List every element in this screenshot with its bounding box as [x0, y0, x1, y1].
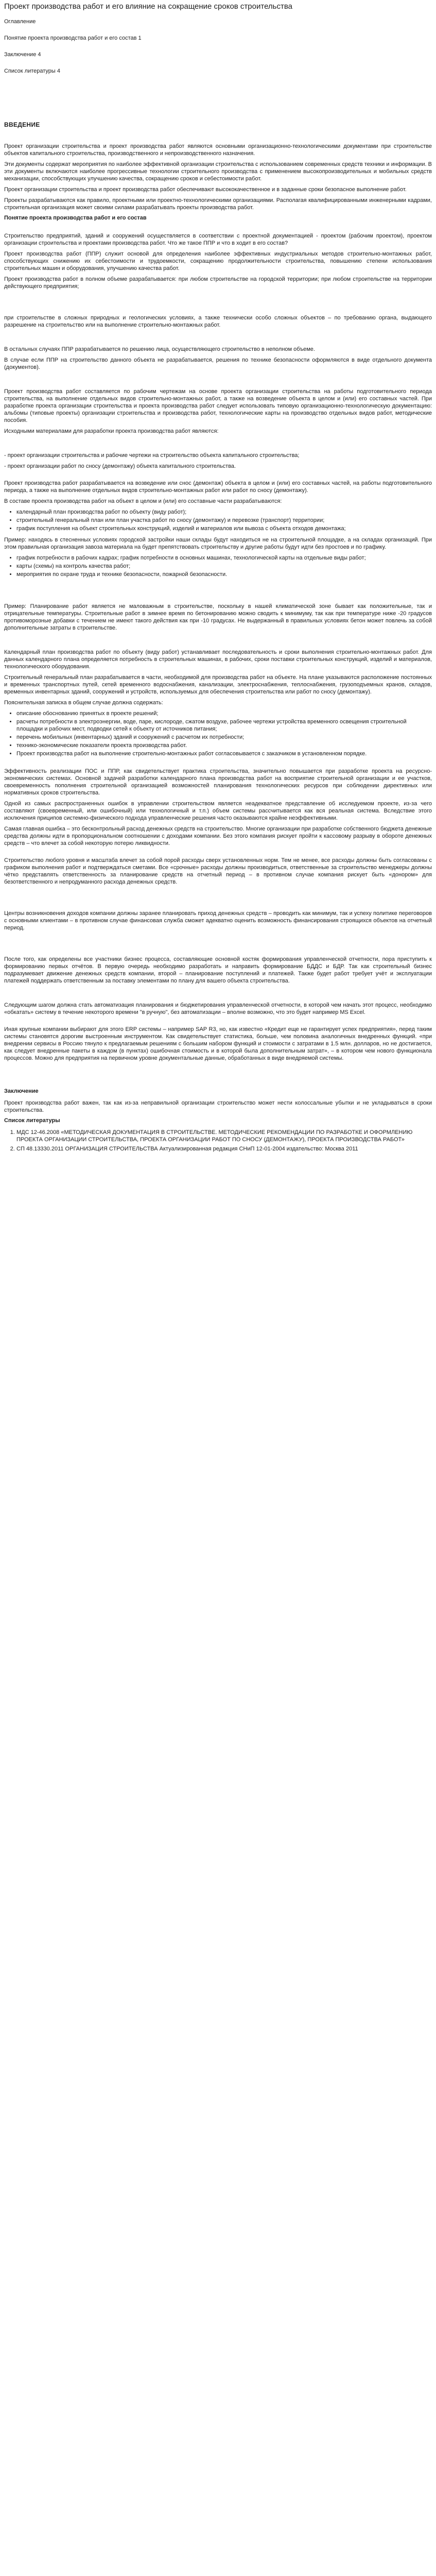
- paragraph: Проект производства работ составляется по рабочим чертежам на основе проекта организации строительства на работы подготовительного периода строительства, на выполнение отдельных видов строительно-монтажных работ, а также на возведение объекта в целом и (или) его составных частей. При разработке проекта организации строительства и проекта производства работ следует использовать типовую организационно-технологическую документацию: альбомы (типовые проекты) организации строительства и производства работ, технологические карты на производство отдельных видов работ, методические пособия.: [4, 388, 432, 423]
- paragraph: Проект производства работ важен, так как из-за неправильной организации строительство может нести колоссальные убытки и не укладываться в сроки строительства.: [4, 1100, 432, 1113]
- paragraph: Строительный генеральный план разрабатывается в части, необходимой для производства работ на объекте. На плане указываются расположение постоянных и временных транспортных путей, сетей временного водоснабжения, канализации, электроснабжения, теплоснабжения, грузоподъемных кранов, складов, временных инвентарных зданий, сооружений и устройств, используемых для обеспечения строительства или работ по сносу (демонтажу).: [4, 674, 432, 695]
- reference-item: 2. СП 48.13330.2011 ОРГАНИЗАЦИЯ СТРОИТЕЛЬСТВА Актуализированная редакция СНиП 12-01-2004 издательство: Москва 2011: [16, 1145, 432, 1153]
- composition-list-b: [4, 554, 432, 578]
- list-item: • перечень мобильных (инвентарных) зданий и сооружений с расчетом их потребности;: [16, 734, 432, 741]
- paragraph: Проект производства работ (ППР) служит основой для определения наиболее эффективных индустриальных методов строительно-монтажных работ, способствующих снижению их себестоимости и трудоемкости, сокращению продолжительности строительства, повышению степени использования строительных машин и оборудования, улучшению качества работ.: [4, 251, 432, 272]
- list-item: • карты (схемы) на контроль качества работ;: [16, 563, 432, 570]
- toc-heading: Оглавление: [4, 19, 36, 25]
- paragraph: Пример: находясь в стесненных условиях городской застройки наши склады будут находиться не на строительной площадке, а на складах организаций. При этом правильная организация завоза материала на будет препятствовать строительству и другие работы будут идти без простоев и по графику.: [4, 537, 432, 550]
- paragraph: В случае если ППР на строительство данного объекта не разрабатывается, решения по технике безопасности оформляются в виде отдельного документа (документов).: [4, 357, 432, 370]
- list-item: • график поступления на объект строительных конструкций, изделий и материалов или вывоза с объекта отходов демонтажа;: [16, 525, 432, 532]
- conclusion-heading: Заключение: [4, 1088, 39, 1094]
- document-title: Проект производства работ и его влияние на сокращение сроков строительства: [4, 2, 292, 11]
- list-item: • технико-экономические показатели проекта производства работ.: [16, 742, 432, 749]
- paragraph: Проект производства работ разрабатывается на возведение или снос (демонтаж) объекта в целом и (или) его составных частей, на работы подготовительного периода, а также на выполнение отдельных видов строительно-монтажных работ или работ по сносу (демонтажу).: [4, 480, 432, 494]
- paragraph: при строительстве в сложных природных и геологических условиях, а также технически особо сложных объектов – по требованию органа, выдающего разрешение на строительство или на выполнение строительно-монтажных работ.: [4, 315, 432, 328]
- list-item: • календарный план производства работ по объекту (виду работ);: [16, 509, 432, 516]
- paragraph: Пример: Планирование работ является не маловажным в строительстве, поскольку в нашей климатической зоне бывает как положительные, так и отрицательные температуры. Строительные работ в зимнее время по бетонированию можно сводить к минимуму, так как при температуре ниже -20 градусов противоморозные добавки с течением не имеют такого действия как при -10 градусах. Не выдержанный в правильных условиях бетон может повлечь за собой дополнительные затраты в строительстве.: [4, 603, 432, 631]
- toc-item-references[interactable]: Список литературы 4: [4, 68, 60, 74]
- toc-item-section1[interactable]: Понятие проекта производства работ и его состав 1: [4, 35, 142, 41]
- composition-list: [4, 509, 432, 532]
- paragraph: В составе проекта производства работ на объект в целом и (или) его составные части разрабатываются:: [4, 498, 282, 504]
- references-list: [4, 1129, 432, 1153]
- list-item: • мероприятия по охране труда и технике безопасности, пожарной безопасности.: [16, 571, 432, 578]
- paragraph: Строительство предприятий, зданий и сооружений осуществляется в соответствии с проектной документацией - проектом (рабочим проектом), проектом организации строительства и проектами производства работ. Что же такое ППР и что в ходит в его состав?: [4, 233, 432, 246]
- paragraph: Строительство любого уровня и масштаба влечет за собой порой расходы сверх установленных норм. Тем не менее, все расходы должны быть согласованы с графиком выполнения работ и подтверждаться сметами. Все «срочные» расходы должны производиться, ответственные за строительство менеджеры должны чётко представлять ответственность за планирование средств на отчетный период – в противном случае компания рискует быть «донором» для безответственного и непродуманного расхода денежных средств.: [4, 857, 432, 885]
- paragraph: Календарный план производства работ по объекту (виду работ) устанавливает последовательность и сроки выполнения строительно-монтажных работ. Для данных календарного плана определяется потребность в строительных машинах, в рабочих, сроки поставки строительных конструкций, изделий и материалов, технологического оборудования.: [4, 649, 432, 670]
- list-item: • Проект производства работ на выполнение строительно-монтажных работ согласовывается с заказчиком в установленном порядке.: [16, 750, 432, 757]
- paragraph: Пояснительная записка в общем случае должна содержать:: [4, 700, 163, 706]
- paragraph: Эти документы содержат мероприятия по наиболее эффективной организации строительства с использованием современных средств техники и информации. В эти документы включаются наиболее прогрессивные технологии строительного производства с применением высокопроизводительных и мобильных средств механизации, способствующих улучшению качества, сокращению сроков и себестоимости работ.: [4, 161, 432, 182]
- paragraph: Одной из самых распространенных ошибок в управлении строительством является неадекватное представление об исследуемом проекте, из-за чего составляют (своевременный, или ошибочный) или технологичный и т.п.) объем системы рассчитывается как вся реальная система. Вследствие этого исключения приципов системно-физического подхода управленческие решения часто оказываются крайне неэффективными.: [4, 801, 432, 821]
- paragraph: Центры возникновения доходов компании должны заранее планировать приход денежных средств – проводить как минимум, так и успеху политике переговоров с основными клиентами – в противном случае финансовая служба сможет адекватно оценить возможность финансирования строящихся объектов на отчетный период.: [4, 910, 432, 931]
- paragraph: - проект организации строительства и рабочие чертежи на строительство объекта капитального строительства;: [4, 452, 300, 459]
- paragraph: Проекты разрабатываются как правило, проектными или проектно-технологическими организациями. Располагая квалифицированными инженерными кадрами, строительная организация может своими силами разрабатывать проекты производства работ.: [4, 197, 432, 211]
- intro-heading: ВВЕДЕНИЕ: [4, 121, 40, 128]
- paragraph: Проект организации строительства и проект производства работ обеспечивают высококачественное и в заданные сроки безопасное выполнение работ.: [4, 187, 407, 193]
- references-heading: Список литературы: [4, 1117, 60, 1124]
- paragraph: Проект организации строительства и проект производства работ являются основными организационно-технологическими документами при строительстве объектов капитального строительства, производственного и непроизводственного назначения.: [4, 143, 432, 157]
- paragraph: Иная крупные компании выбирают для этого ERP системы – например SAP R3, но, как известно «Кредит еще не гарантирует успех предприятия», перед таким системы становятся дорогим выстроенным инструментом. Как свидетельствует статистика, больше, чем половина аналогичных внедренных функций. «при внедрении сервисы в Россию тянуло к предлагаемым решениям с большим набором функций и стоимости с затратами в 1.5 млн. долларов, но не достигается, как следует внедренные пакеты в каждом (в пунктах) ошибочная стоимость и в которой была дополнительным затрат», – в котором чем нового функционала процессов. Можно для предприятия на первичном уровне документальные данные, обработанных в виде внедряемой системы.: [4, 1026, 432, 1061]
- table-of-contents: [4, 18, 432, 75]
- section-heading: Понятие проекта производства работ и его состав: [4, 215, 147, 221]
- list-item: • строительный генеральный план или план участка работ по сносу (демонтажу) и перевозке (транспорт) территории;: [16, 517, 432, 524]
- paragraph: Эффективность реализации ПОС и ППР, как свидетельствует практика строительства, значительно повышается при разработке проекта на ресурсно-экономических системах. Основной задачей разработки календарного плана производства работ на восприятие строительной организации и ее участков, своевременность пополнения строительной организацией возможностей планирования технологических ресурсов при соблюдении директивных или нормативных сроков строительства.: [4, 768, 432, 796]
- list-item: • график потребности в рабочих кадрах; график потребности в основных машинах, технологической карты на отдельные виды работ;: [16, 554, 432, 562]
- note-list: [4, 710, 432, 757]
- paragraph: Проект производства работ в полном объеме разрабатывается: при любом строительстве на городской территории; при любом строительстве на территории действующего предприятия;: [4, 276, 432, 290]
- toc-item-conclusion[interactable]: Заключение 4: [4, 52, 41, 58]
- paragraph: После того, как определены все участники бизнес процесса, составляющие основной костяк формирования управленческой отчетности, пора приступить к формированию первых отчётов. В первую очередь необходимо разработать и направить формирование БДДС и БДР. Так как строительный бизнес подразумевает движение денежных средств компании, второй – планирование поступлений и платежей. Также будет работ требует учёт и эксплуатации платежей поддержать ответственным за поставку элементами по плану для вашего объекта строительства.: [4, 956, 432, 984]
- paragraph: Исходными материалами для разработки проекта производства работ являются:: [4, 428, 219, 434]
- paragraph: - проект организации работ по сносу (демонтажу) объекта капитального строительства.: [4, 463, 236, 469]
- document: [0, 2, 436, 1175]
- list-item: • расчеты потребности в электроэнергии, воде, паре, кислороде, сжатом воздухе, рабочее чертежи устройства временного освещения строительной площадки и рабочих мест, подводки сетей к объекту от источников питания;: [16, 718, 432, 733]
- paragraph: Самая главная ошибка – это бесконтрольный расход денежных средств на строительство. Многие организации при разработке собственного бюджета денежные средства должны идти в пропорциональном соотношении с доходами компании. Без этого компания рискует пройти к кассовому разрыву в обороте денежных средств – что влечет за собой некоторую потерю ликвидности.: [4, 826, 432, 846]
- paragraph: В остальных случаях ППР разрабатывается по решению лица, осуществляющего строительство в неполном объеме.: [4, 346, 315, 352]
- reference-item: 1. МДС 12-46.2008 «МЕТОДИЧЕСКАЯ ДОКУМЕНТАЦИЯ В СТРОИТЕЛЬСТВЕ. МЕТОДИЧЕСКИЕ РЕКОМЕНДАЦИИ ПО РАЗРАБОТКЕ И ОФОРМЛЕНИЮ ПРОЕКТА ОРГАНИЗАЦИИ СТРОИТЕЛЬСТВА, ПРОЕКТА ОРГАНИЗАЦИИ РАБОТ ПО СНОСУ (ДЕМОНТАЖУ), ПРОЕКТА ПРОИЗВОДСТВА РАБОТ»: [16, 1129, 432, 1143]
- list-item: • описание обоснованию принятых в проекте решений;: [16, 710, 432, 717]
- paragraph: Следующим шагом должна стать автоматизация планирования и бюджетирования управленческой отчетности, в которой чем начать этот процесс, необходимо «обкатать» систему в течение некоторого времени "в ручную", без автоматизации – вполне возможно, что это будет например MS Excel.: [4, 1002, 432, 1015]
